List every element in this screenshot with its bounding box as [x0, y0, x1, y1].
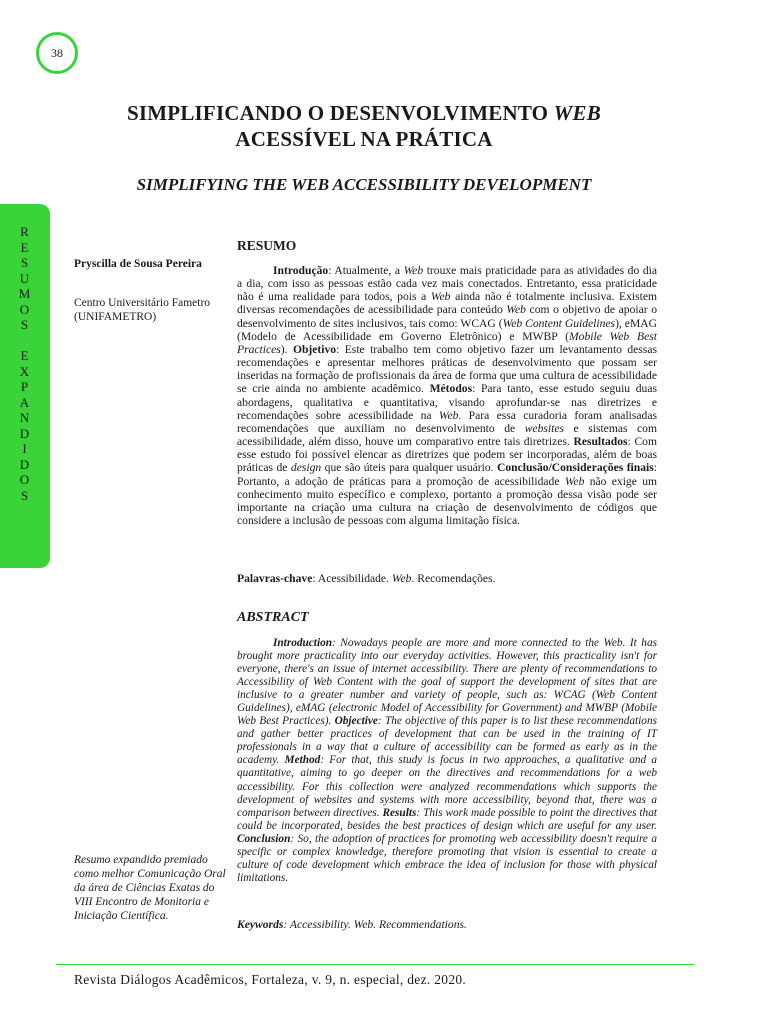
side-tab-letter: A — [19, 394, 31, 410]
text-run: Web — [506, 303, 526, 317]
text-run: e sistemas com acessibilidade, além disso, houve um comparativo entre tais diretrizes. — [237, 421, 657, 449]
method-label-en: Method — [284, 754, 321, 767]
text-run: websites — [524, 421, 564, 435]
journal-footer: Revista Diálogos Acadêmicos, Fortaleza, v. 9, n. especial, dez. 2020. — [74, 972, 467, 987]
side-tab-letter: P — [20, 379, 30, 394]
text-run: : Nowadays people are more and more connected to the Web. It has brought more practicality into our everyday activities. However, this practicality isn't for everyone, there's an issue of internet accessibility. There are plenty of recommendations to Accessibility of Web Content with the goal of support the development of sites that are inclusive to a greater number and variety of people, such as: WCAG (Web Content Guidelines), eMAG (electronic Model of Accessibility for Government) and MWBP (Mobile Web Best Practices). — [237, 637, 657, 728]
text-run: Mobile Web Best Practices — [237, 329, 657, 356]
title-line1-italic: WEB — [553, 101, 601, 125]
award-note: Resumo expandido premiado como melhor Comunicação Oral da área de Ciências Exatas do VIII Encontro de Monitoria e Iniciação Científica. — [74, 854, 226, 922]
text-run: Web Content Guidelines — [502, 316, 616, 330]
text-run: : So, the adoption of practices for promoting web accessibility doesn't require a specific or complex knowledge, therefore promoting that vision is essential to create a culture of code development which embrace the idea of inclusion for those with physical limitations. — [237, 832, 657, 884]
text-run: Web — [564, 474, 585, 488]
text-run: Web — [438, 408, 459, 422]
text-run: : Portanto, a adoção de práticas para a promoção de acessibilidade — [237, 461, 657, 488]
results-label-en: Results — [382, 806, 417, 819]
text-run: : Acessibilidade. — [312, 572, 392, 585]
text-run: Web — [403, 264, 424, 277]
side-tab-letter: S — [20, 317, 30, 332]
side-tab-letter: S — [20, 487, 30, 503]
side-tab-letter: X — [19, 363, 31, 379]
text-run: : This work made possible to point the directives that could be incorporated, besides the best practices of design which are useful for any user. — [237, 806, 657, 832]
text-run: : Este trabalho tem como objetivo fazer um levantamento dessas recomendações e apresentar melhores práticas de desenvolvimento que possam ser inseridas na formação de profissionais da área de forma que uma cultura de acessibilidade se crie ainda no ambiente acadêmico. — [237, 342, 657, 396]
results-label: Resultados — [573, 435, 628, 449]
conclusion-label-en: Conclusion — [237, 832, 291, 845]
text-run: com o objetivo de apoiar o desenvolvimento de sites inclusivos, tais como: WCAG ( — [237, 303, 657, 330]
objective-label: Objetivo — [292, 342, 337, 356]
side-tab-letter: D — [19, 456, 31, 472]
text-run: : Atualmente, a — [328, 264, 404, 277]
side-tab-letter: E — [20, 239, 30, 255]
text-run: : Accessibility. Web. Recommendations. — [283, 918, 467, 931]
text-run: . Recomendações. — [411, 572, 496, 585]
text-run: : The objective of this paper is to list these recommendations and gather better practices of development that can be used in the training of IT professionals in a way that a culture of accessibility can be formed as early as in the academy. — [237, 715, 657, 767]
objective-label-en: Objective — [334, 715, 378, 728]
title-line2: ACESSÍVEL NA PRÁTICA — [235, 127, 493, 151]
intro-label: Introdução — [273, 264, 329, 277]
abstract-heading: ABSTRACT — [237, 610, 309, 625]
text-run: : Com esse estudo foi possível elencar as diretrizes que podem ser incorporadas, além de boas práticas de — [237, 435, 657, 475]
side-tab-letter: R — [20, 224, 30, 239]
text-run: design — [290, 461, 322, 475]
page-number-badge — [36, 32, 78, 74]
title-line1: SIMPLIFICANDO O DESENVOLVIMENTO — [127, 101, 554, 125]
author-name: Pryscilla de Sousa Pereira — [74, 258, 202, 270]
paper-title — [0, 100, 728, 152]
resumo-body — [237, 264, 657, 527]
side-tab-letter: O — [19, 301, 31, 317]
side-tab-letter: E — [20, 348, 30, 363]
text-run: . Para essa curadoria foram analisadas recomendações que auxiliam no desenvolvimento de — [237, 408, 657, 435]
text-run: ), eMAG (Modelo de Acessibilidade em Governo Eletrônico) e MWBP ( — [237, 316, 657, 343]
palavras-chave — [237, 572, 657, 585]
text-run: ainda não é totalmente inclusiva. Existem diversas recomendações de acessibilidade para conteúdo — [237, 290, 657, 317]
keywords-label-en: Keywords — [237, 918, 284, 931]
text-run: Web — [430, 290, 451, 304]
side-tab-letter: M — [18, 286, 32, 301]
section-side-tab — [0, 204, 50, 568]
text-run: ). — [280, 342, 293, 356]
text-run: que são úteis para qualquer usuário. — [321, 461, 497, 475]
keywords-label-pt: Palavras-chave — [237, 572, 313, 585]
resumo-heading: RESUMO — [237, 238, 297, 253]
text-run: não exige um conhecimento muito específico e complexo, portanto a promoção dessa visão pode ser importante na criação uma cultura na criação de desenvolvimento de códigos que considere a inclusão de pessoas com alguma limitação física. — [237, 474, 658, 527]
introduction-label: Introduction — [273, 637, 333, 649]
footer-divider — [56, 964, 694, 965]
keywords — [237, 918, 657, 931]
text-run: : For that, this study is focus in two approaches, a qualitative and a quantitative, aiming to go deeper on the directives and recommendations for a web accessibility. For this collection were analyzed recommendations which supports the development of websites and systems with more accessibility, beyond that, there was a comparison between directives. — [237, 754, 658, 819]
page-number: 38 — [51, 45, 63, 60]
side-tab-letter: D — [19, 425, 31, 441]
side-tab-letter: U — [19, 270, 31, 286]
side-tab-letter: I — [22, 441, 28, 456]
author-affiliation: Centro Universitário Fametro (UNIFAMETRO) — [74, 297, 211, 323]
conclusion-label: Conclusão/Considerações finais — [497, 461, 654, 475]
abstract-body — [237, 637, 657, 885]
paper-subtitle: SIMPLIFYING THE WEB ACCESSIBILITY DEVELOPMENT — [136, 175, 592, 194]
side-tab-letter: O — [19, 472, 31, 487]
methods-label: Métodos — [429, 382, 473, 396]
text-run: : Para tanto, esse estudo seguiu duas abordagens, qualitativa e quantitativa, visando aprofundar-se nas diretrizes e recomendações sobre acessibilidade na — [237, 382, 657, 422]
side-tab-letter: S — [20, 255, 30, 270]
text-run: Web — [391, 572, 412, 585]
text-run: trouxe mais praticidade para as atividades do dia a dia, com isso as pessoas estão cada vez mais conectados. Entretanto, essa praticidade não é uma realidade para todos, pois a — [237, 264, 657, 304]
side-tab-letter: N — [19, 410, 31, 425]
